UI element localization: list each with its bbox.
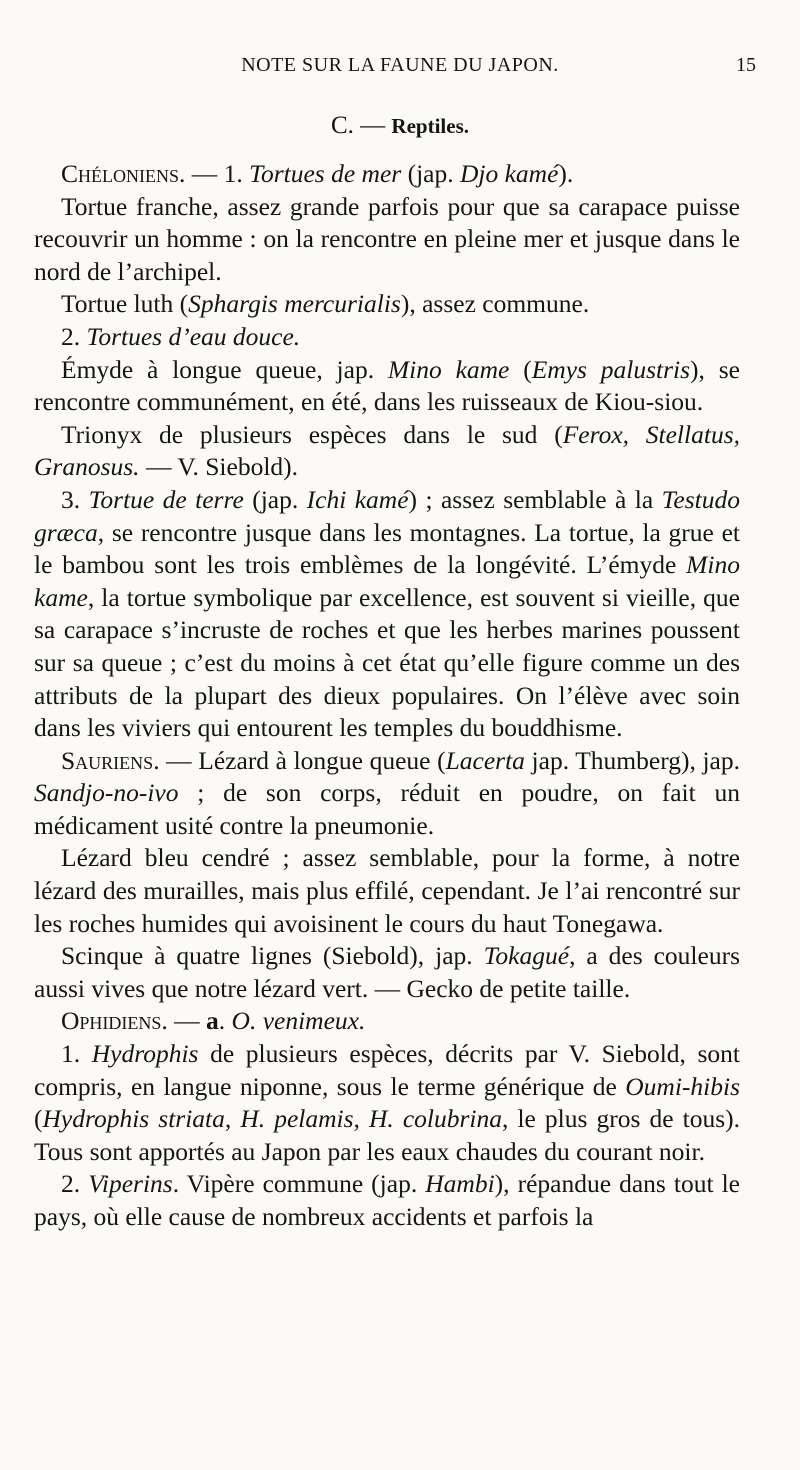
text-run: , a des couleurs aussi vives que notre lézard vert. — Gecko de petite taille.: [34, 941, 740, 1003]
paragraph: [34, 158, 740, 191]
paragraph: [34, 354, 740, 419]
italic-run: Emys palustris: [531, 354, 691, 384]
italic-run: Hydrophis striata, H. pelamis, H. colubrina: [42, 1104, 502, 1134]
italic-run: Ferox, Stellatus, Granosus.: [34, 419, 740, 482]
italic-run: Djo kamé: [459, 159, 559, 188]
page-number: 15: [736, 54, 756, 76]
paragraph: [34, 1005, 740, 1038]
text-run: Lézard bleu cendré ; assez semblable, pour la forme, à notre lézard des murailles, mais plus effilé, cependant. Je l’ai rencontré sur les roches humides qui avoisinent le cours du haut Tonegawa.: [34, 843, 740, 938]
italic-run: Tortue de terre: [88, 484, 244, 514]
paragraph: [34, 288, 740, 321]
body-text: [34, 158, 740, 1234]
text-run: 2.: [61, 1169, 89, 1199]
text-run: ).: [558, 159, 574, 188]
italic-run: Tokagué: [483, 941, 570, 971]
section-title: Reptiles.: [391, 114, 469, 138]
paragraph: [34, 484, 740, 745]
italic-run: Oumi-hibis: [625, 1071, 740, 1101]
text-run: , le plus gros de tous). Tous sont apportés au Japon par les eaux chaudes du courant noir.: [34, 1104, 740, 1166]
paragraph: [34, 419, 740, 484]
italic-run: Hambi: [425, 1169, 495, 1199]
text-run: , la tortue symbolique par excellence, est souvent si vieille, que sa carapace s’incruste de roches et que les herbes marines poussent sur sa queue ; c’est du moins à cet état qu’elle figure comme un des attributs de la plupart des dieux populaires. On l’élève avec soin dans les viviers qui entourent les temples du bouddhisme.: [34, 582, 740, 743]
paragraph: [34, 940, 740, 1005]
text-run: Émyde à longue queue, jap.: [61, 354, 388, 384]
text-run: . — Lézard à longue queue (: [153, 745, 446, 775]
italic-run: Mino kame: [387, 354, 510, 384]
paragraph: [34, 191, 740, 289]
text-run: Scinque à quatre lignes (Siebold), jap.: [61, 941, 484, 971]
text-run: Tortue luth (: [61, 289, 189, 319]
paragraph: [34, 1168, 740, 1233]
section-dash: —: [353, 112, 392, 139]
italic-run: Lacerta: [445, 745, 525, 775]
italic-run: Tortues de mer: [249, 159, 402, 188]
italic-run: Sandjo-no-ivo: [34, 778, 179, 808]
running-head: [0, 54, 800, 84]
text-run: . Vipère commune (jap.: [172, 1169, 426, 1199]
running-title: NOTE SUR LA FAUNE DU JAPON.: [241, 54, 559, 76]
text-run: ; de son corps, réduit en poudre, on fait un médicament usité contre la pneumonie.: [34, 778, 740, 840]
italic-run: Ichi kamé: [306, 484, 409, 514]
italic-run: Mino kame: [34, 550, 740, 612]
small-caps-run: Ophidiens: [61, 1006, 162, 1036]
paragraph: [34, 321, 740, 354]
small-caps-run: Sauriens: [61, 745, 154, 775]
text-run: ), assez commune.: [400, 289, 590, 319]
text-run: 1.: [61, 1039, 92, 1069]
paragraph: [34, 1038, 740, 1168]
text-run: Tortue franche, assez grande parfois pour que sa carapace puisse recouvrir un homme : on la rencontre en pleine mer et jusque dans le nord de l’archipel.: [34, 191, 740, 286]
text-run: jap. Thumberg), jap.: [524, 745, 740, 775]
paragraph: [34, 745, 740, 843]
text-run: ) ; assez semblable à la: [408, 484, 662, 514]
italic-run: Tortues d’eau douce.: [86, 321, 301, 351]
text-run: — V. Siebold).: [139, 452, 299, 482]
text-run: (: [509, 354, 532, 384]
text-run: ), se rencontre communément, en été, dans les ruisseaux de Kiou-siou.: [34, 354, 740, 417]
italic-run: Sphargis mercurialis: [188, 289, 401, 319]
section-letter: C.: [330, 112, 354, 139]
text-run: , se rencontre jusque dans les montagnes. La tortue, la grue et le bambou sont les trois emblèmes de la longévité. L’émyde: [34, 517, 740, 580]
paragraph: [34, 842, 740, 940]
text-run: (: [34, 1104, 43, 1134]
text-run: ), répandue dans tout le pays, où elle cause de nombreux accidents et parfois la: [34, 1169, 740, 1231]
section-heading: [0, 112, 800, 140]
italic-run: Testudo græca: [34, 484, 740, 547]
small-caps-run: Chéloniens: [61, 159, 179, 188]
text-run: de plusieurs espèces, décrits par V. Siebold, sont compris, en langue niponne, sous le terme générique de: [34, 1039, 741, 1101]
text-run: .: [218, 1006, 232, 1036]
text-run: Trionyx de plusieurs espèces dans le sud (: [61, 419, 563, 449]
italic-run: O. venimeux.: [231, 1006, 366, 1036]
text-run: . —: [161, 1006, 207, 1036]
italic-run: Viperins: [88, 1169, 173, 1199]
bold-run: a: [206, 1006, 219, 1036]
italic-run: Hydrophis: [91, 1039, 199, 1069]
text-run: 3.: [61, 484, 89, 514]
text-run: (jap.: [401, 159, 460, 188]
text-run: . — 1.: [179, 159, 250, 188]
text-run: 2.: [61, 321, 87, 351]
text-run: (jap.: [243, 484, 307, 514]
